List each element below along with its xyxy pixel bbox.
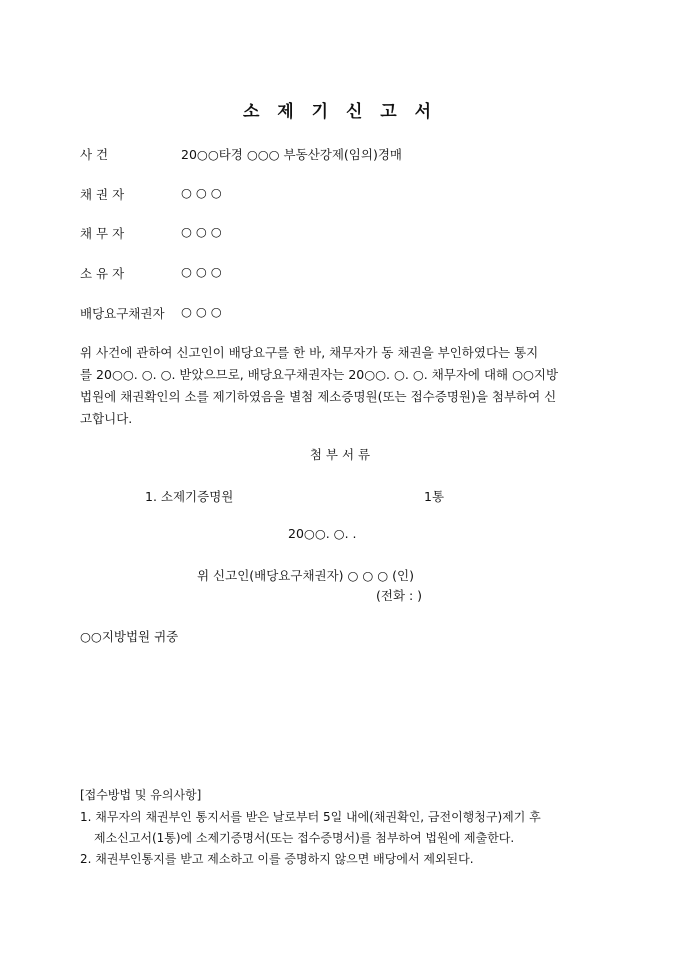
notes-heading: [접수방법 및 유의사항] (80, 788, 202, 802)
creditor-label: 채 권 자 (80, 187, 125, 202)
reporter-signature: 위 신고인(배당요구채권자) ○ ○ ○ (인) (197, 568, 414, 583)
document-date: 20○○. ○. . (288, 526, 357, 541)
attachment-item-count: 1통 (424, 489, 445, 504)
claimant-label: 배당요구채권자 (80, 306, 165, 321)
note-item-1-line-2: 제소신고서(1통)에 소제기증명서(또는 접수증명서)를 첨부하여 법원에 제출한다. (94, 831, 515, 845)
debtor-label: 채 무 자 (80, 226, 125, 241)
debtor-value: ○ ○ ○ (181, 224, 222, 239)
owner-label: 소 유 자 (80, 266, 125, 281)
claimant-value: ○ ○ ○ (181, 304, 222, 319)
body-line: 고합니다. (80, 411, 133, 426)
note-item-2: 2. 채권부인통지를 받고 제소하고 이를 증명하지 않으면 배당에서 제외된다. (80, 852, 474, 866)
recipient: ○○지방법원 귀중 (80, 629, 179, 644)
case-value: 20○○타경 ○○○ 부동산강제(임의)경매 (181, 147, 402, 162)
case-label: 사 건 (80, 147, 109, 162)
body-line: 를 20○○. ○. ○. 받았으므로, 배당요구채권자는 20○○. ○. ○. 채무자에 대해 ○○지방 (80, 367, 559, 382)
phone-line: (전화 : ) (376, 588, 423, 603)
attachments-heading: 첨 부 서 류 (309, 447, 371, 462)
creditor-value: ○ ○ ○ (181, 185, 222, 200)
body-paragraph (80, 342, 602, 430)
body-line: 위 사건에 관하여 신고인이 배당요구를 한 바, 채무자가 동 채권을 부인하였다는 통지 (80, 345, 539, 360)
document-title: 소 제 기 신 고 서 (242, 102, 438, 122)
owner-value: ○ ○ ○ (181, 264, 222, 279)
body-line: 법원에 채권확인의 소를 제기하였음을 별첨 제소증명원(또는 접수증명원)을 첨부하여 신 (80, 389, 557, 404)
attachment-item-label: 1. 소제기증명원 (145, 489, 234, 504)
note-item-1-line-1: 1. 채무자의 채권부인 통지서를 받은 날로부터 5일 내에(채권확인, 금전이행청구)제기 후 (80, 810, 541, 824)
